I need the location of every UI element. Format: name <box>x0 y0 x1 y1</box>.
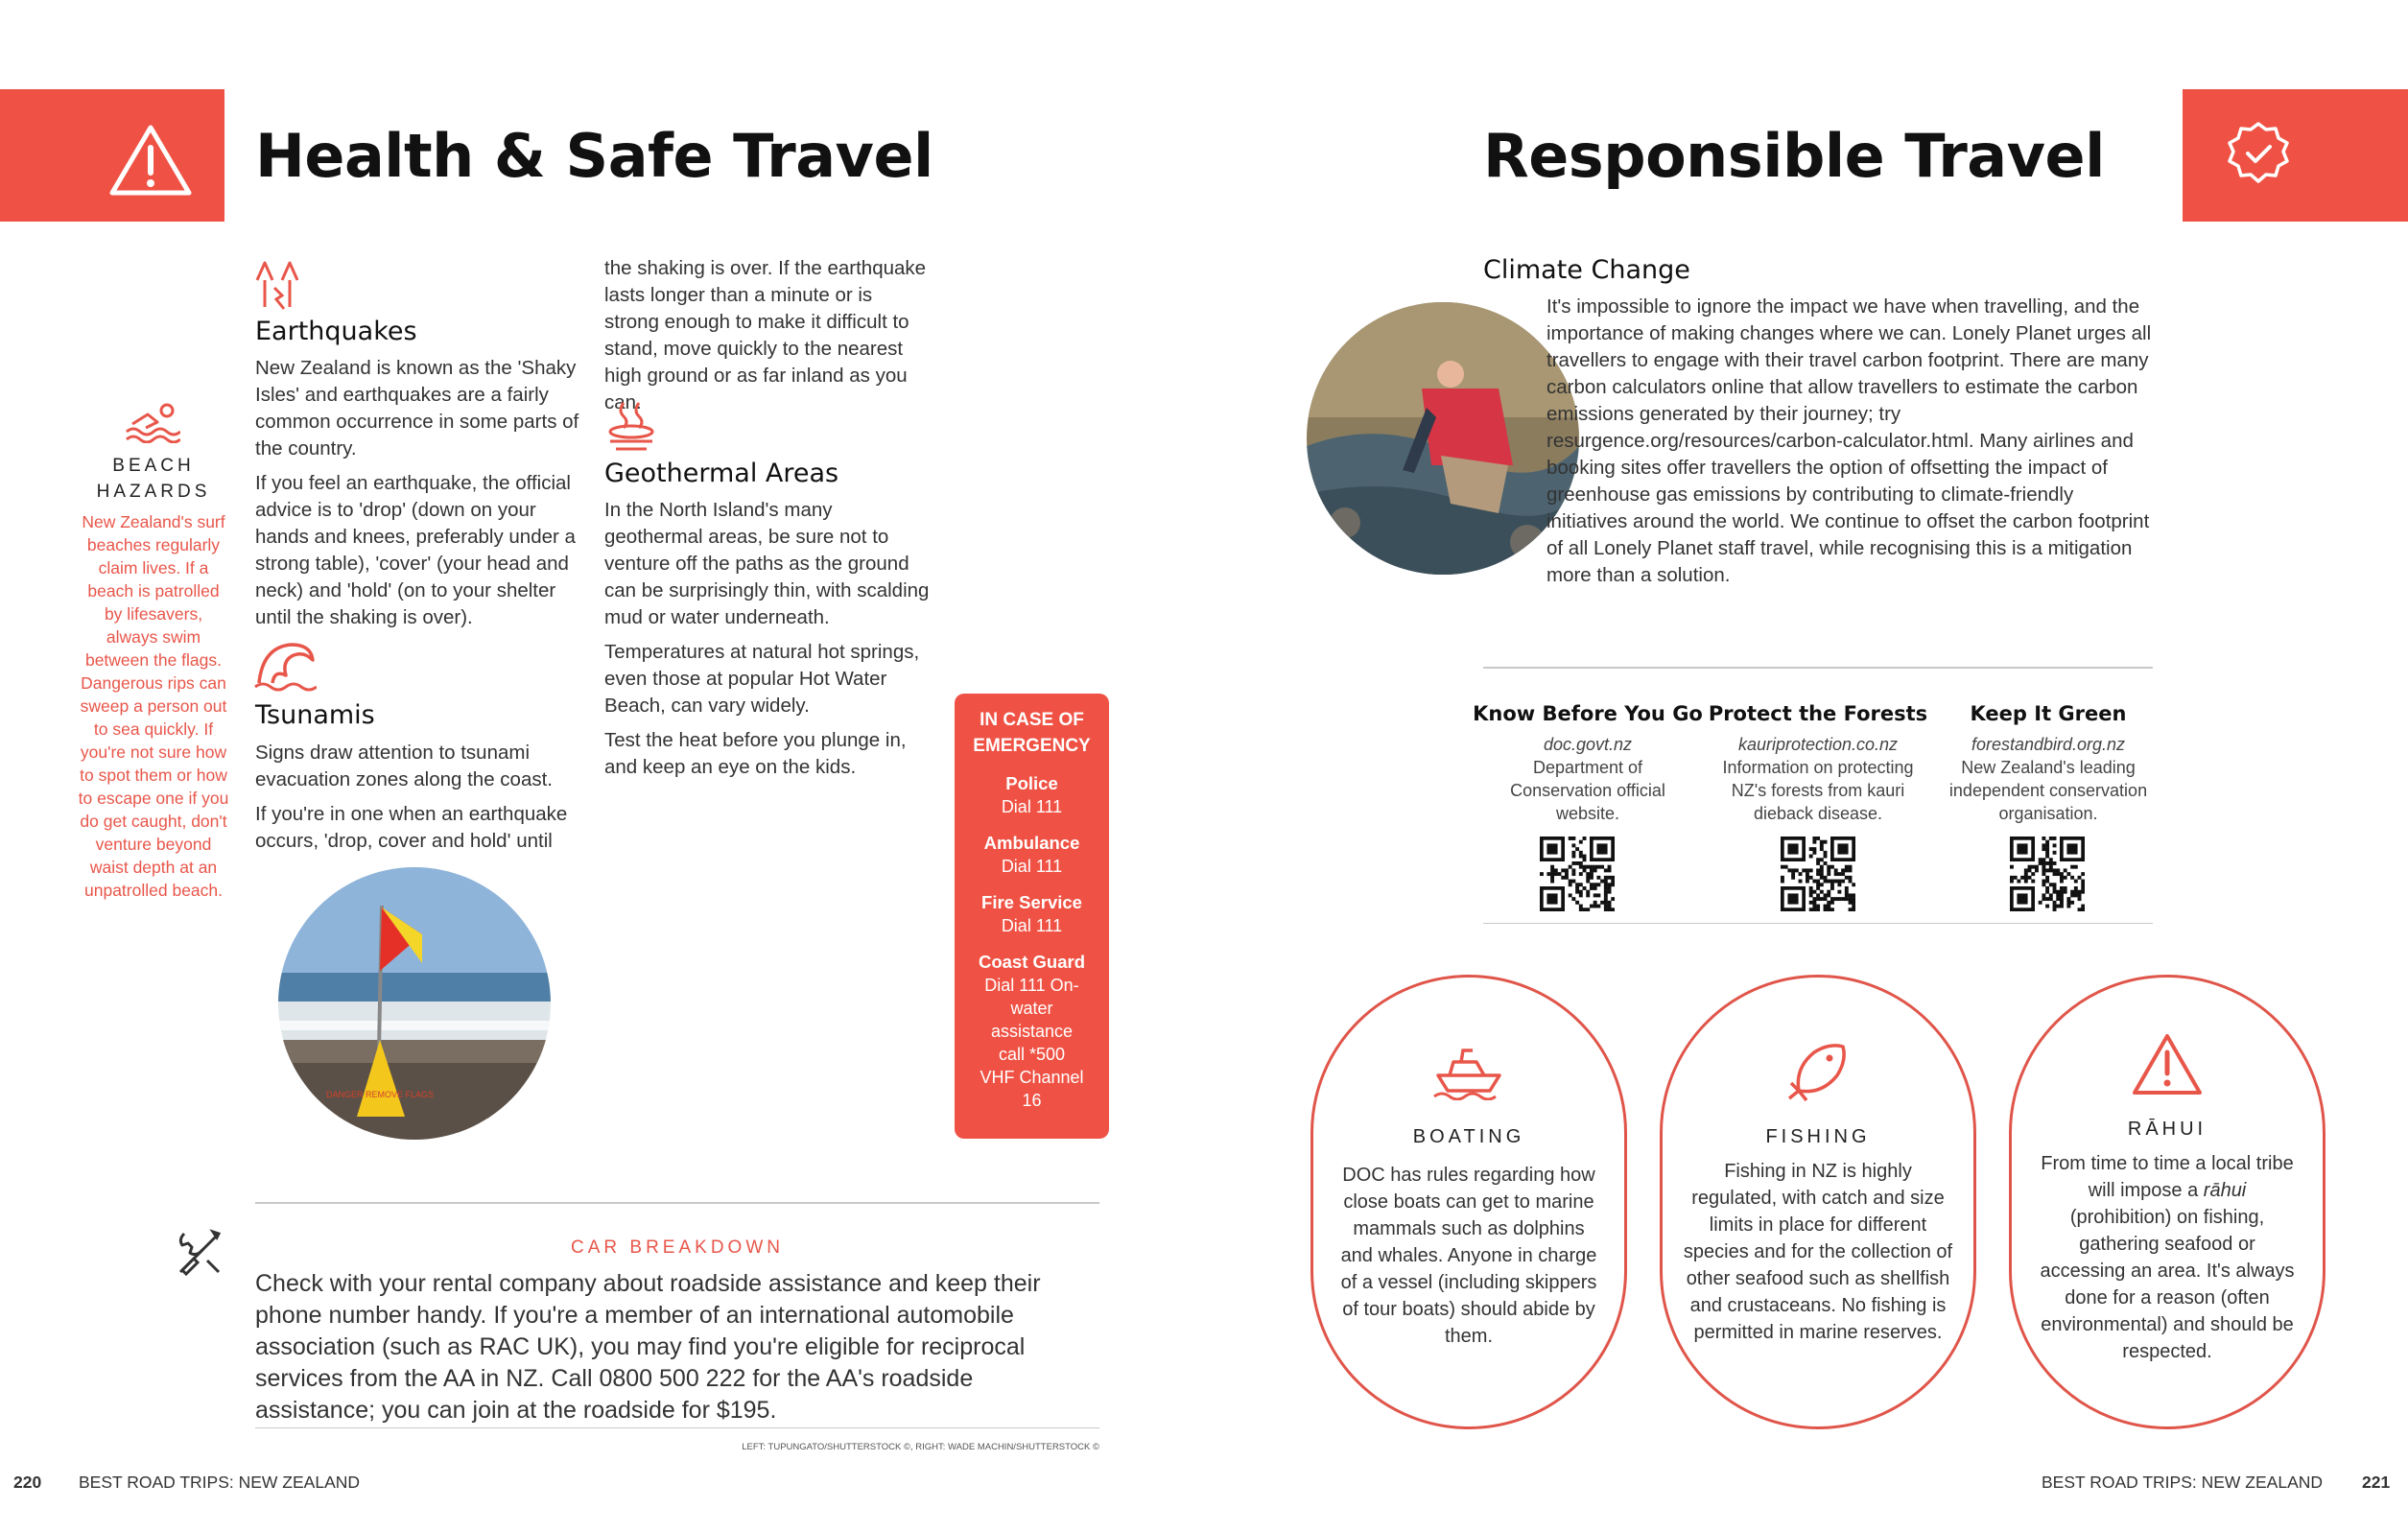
emergency-ambulance: Ambulance Dial 111 <box>983 833 1080 876</box>
qr-code-kauri[interactable] <box>1781 837 1855 916</box>
divider-links-top <box>1483 667 2153 669</box>
warning-icon <box>108 123 193 198</box>
link-keep-green: Keep It Green forestandbird.org.nz New Zealand's leading independent conservation organisation. <box>1928 702 2168 825</box>
page-number-right: 221 <box>2362 1473 2391 1492</box>
geothermal-icon <box>602 399 660 453</box>
rahui-text: From time to time a local tribe will impose a rāhui (prohibition) on fishing, gathering seafood or accessing an area. It's always done for a reason (often environmental) and should be respected. <box>2040 1153 2295 1362</box>
tsunamis-body: Signs draw attention to tsunami evacuation zones along the coast. If you're in one when an earthquake occurs, 'drop, cover and hold' until <box>255 742 568 852</box>
earthquakes-body: New Zealand is known as the 'Shaky Isles' and earthquakes are a fairly common occurrence in some parts of the country. If you feel an earthquake, the official advice is to 'drop' (down on your hands and knees, preferably under a strong table), 'cover' (your head and neck) and 'hold' (on to your shelter until the shaking is over). <box>255 357 579 628</box>
tools-icon <box>175 1228 224 1278</box>
boat-icon <box>1432 1043 1505 1100</box>
page-title-right: Responsible Travel <box>1483 121 2105 191</box>
photo-credit: LEFT: TUPUNGATO/SHUTTERSTOCK ©, RIGHT: WADE MACHIN/SHUTTERSTOCK © <box>742 1442 1099 1452</box>
warning-icon <box>2131 1031 2204 1098</box>
sidebar-title: BEACH HAZARDS <box>96 456 211 502</box>
qr-code-forestandbird[interactable] <box>2010 837 2085 916</box>
footer-right: BEST ROAD TRIPS: NEW ZEALAND <box>2042 1473 2324 1492</box>
earthquakes-continued: the shaking is over. If the earthquake lasts longer than a minute or is strong enough to make it difficult to stand, move quickly to the nearest high ground or as far inland as you can. <box>604 257 927 413</box>
divider-links-bottom <box>1483 923 2153 924</box>
emergency-coast-guard: Coast Guard Dial 111 On-water assistance call *500 VHF Channel 16 <box>978 952 1086 1110</box>
card-fishing: FISHING Fishing in NZ is highly regulated, with catch and size limits in place for different species and for the collection of other seafood such as shellfish and crustaceans. No fishing is permitted in marine reserves. <box>1660 975 1976 1429</box>
emergency-fire: Fire Service Dial 111 <box>981 892 1082 935</box>
link-know-before: Know Before You Go doc.govt.nz Department of Conservation official website. <box>1468 702 1708 825</box>
fish-icon <box>1785 1039 1851 1104</box>
beach-flag-photo <box>278 867 551 1140</box>
emergency-box <box>955 694 1109 1139</box>
emergency-title: IN CASE OF EMERGENCY <box>973 710 1091 756</box>
link-url[interactable]: forestandbird.org.nz <box>1971 735 2126 754</box>
flag-sign-text: DANGER REMOVE FLAGS <box>325 1090 435 1099</box>
divider-car-bottom <box>255 1427 1099 1428</box>
header-bar-right <box>2183 89 2408 222</box>
tsunami-icon <box>253 637 317 693</box>
geothermal-heading: Geothermal Areas <box>604 459 839 488</box>
card-rahui: RĀHUI From time to time a local tribe will impose a rāhui (prohibition) on fishing, gathering seafood or accessing an area. It's always done for a reason (often environmental) and should be respected. <box>2009 975 2325 1429</box>
card-boating: BOATING DOC has rules regarding how close boats can get to marine mammals such as dolphins and whales. Anyone in charge of a vessel (including skippers of tour boats) should abide by them. <box>1310 975 1627 1429</box>
tsunamis-heading: Tsunamis <box>255 700 375 730</box>
link-url[interactable]: doc.govt.nz <box>1543 735 1633 754</box>
footer-left: BEST ROAD TRIPS: NEW ZEALAND <box>79 1473 361 1492</box>
qr-code-doc[interactable] <box>1540 837 1615 916</box>
swimmer-icon <box>125 401 180 443</box>
earthquake-icon <box>253 259 309 313</box>
link-protect-forests: Protect the Forests kauriprotection.co.nz Information on protecting NZ's forests from kauri dieback disease. <box>1698 702 1938 825</box>
link-url[interactable]: kauriprotection.co.nz <box>1737 735 1899 754</box>
divider-car-top <box>255 1202 1099 1204</box>
climate-heading: Climate Change <box>1483 255 1690 285</box>
page-title-left: Health & Safe Travel <box>255 121 933 191</box>
geothermal-body: In the North Island's many geothermal areas, be sure not to venture off the paths as the ground can be surprisingly thin, with scalding mud or water underneath. Temperatures at natural hot springs, even those at popular Hot Water Beach, can vary widely. Test the heat before you plunge in, and keep an eye on the kids. <box>604 499 930 778</box>
car-breakdown-heading: CAR BREAKDOWN <box>571 1237 784 1258</box>
header-bar-left <box>0 89 224 222</box>
sidebar-text: New Zealand's surf beaches regularly claim lives. If a beach is patrolled by lifesavers, always swim between the flags. Dangerous rips can sweep a person out to sea quickly. If you're not sure how to spot them or how to escape one if you do get caught, don't venture beyond waist depth at an unpatrolled beach. <box>78 512 229 900</box>
page-number-left: 220 <box>13 1473 42 1492</box>
earthquakes-heading: Earthquakes <box>255 317 417 346</box>
climate-photo <box>1307 302 1579 575</box>
emergency-police: Police Dial 111 <box>1001 773 1063 816</box>
badge-check-icon <box>2221 118 2296 193</box>
climate-text: It's impossible to ignore the impact we have when travelling, and the importance of making changes where we can. Lonely Planet urges all travellers to engage with their travel carbon footprint. There are many carbon calculators online that allow travellers to estimate the carbon emissions generated by their journey; try resurgence.org/resources/carbon-calculator.html. Many airlines and booking sites offer travellers the option of offsetting the impact of greenhouse gas emissions by contributing to climate-friendly initiatives around the world. We continue to offset the carbon footprint of all Lonely Planet staff travel, while recognising this is a mitigation more than a solution. <box>1546 295 2152 586</box>
car-breakdown-text: Check with your rental company about roadside assistance and keep their phone number handy. If you're a member of an international automobile association (such as RAC UK), you may find you're eligible for reciprocal services from the AA in NZ. Call 0800 500 222 for the AA's roadside assistance; you can join at the roadside for $195. <box>255 1270 1041 1424</box>
